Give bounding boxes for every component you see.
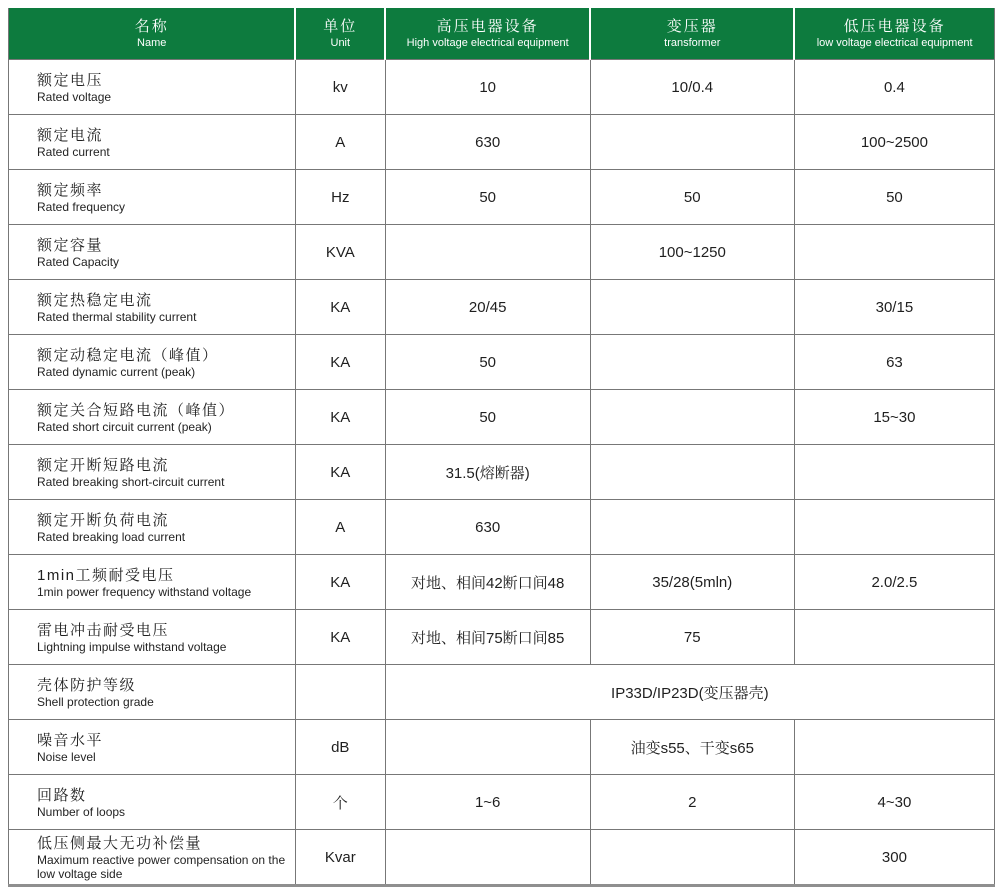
header-tr-en: transformer — [664, 36, 721, 49]
header-name — [9, 8, 296, 60]
table-row-rated-current — [9, 115, 995, 170]
row-name-en: Rated dynamic current (peak) — [37, 364, 196, 379]
row-lv-cell: 15~30 — [794, 390, 994, 445]
row-name-zh: 额定开断短路电流 — [37, 456, 170, 474]
row-name-zh: 回路数 — [37, 786, 87, 804]
row-lv-cell: 100~2500 — [794, 115, 994, 170]
row-name-en: Noise level — [37, 749, 96, 764]
row-hv-cell: 1~6 — [385, 775, 590, 830]
row-lv-cell: 4~30 — [794, 775, 994, 830]
row-unit-cell: kv — [295, 60, 385, 115]
row-name-en: Lightning impulse withstand voltage — [37, 639, 227, 654]
row-name-en: Rated voltage — [37, 89, 112, 104]
row-name-zh: 额定关合短路电流（峰值） — [37, 401, 236, 419]
row-tr-cell: 35/28(5mln) — [590, 555, 794, 610]
row-name-en: Rated short circuit current (peak) — [37, 419, 212, 434]
row-lv-cell — [794, 610, 994, 665]
row-name-cell — [9, 500, 296, 555]
header-tr-zh: 变压器 — [666, 17, 718, 35]
row-name-zh: 额定容量 — [37, 236, 104, 254]
row-lv-cell: 0.4 — [794, 60, 994, 115]
row-hv-cell: 50 — [385, 170, 590, 225]
table-row-dynamic-current-peak — [9, 335, 995, 390]
table-row-rated-frequency — [9, 170, 995, 225]
row-hv-cell: 50 — [385, 390, 590, 445]
row-hv-cell: 20/45 — [385, 280, 590, 335]
row-hv-cell — [385, 225, 590, 280]
row-name-zh: 额定电流 — [37, 126, 104, 144]
header-name-en: Name — [137, 36, 167, 49]
row-tr-cell — [590, 335, 794, 390]
row-name-zh: 额定开断负荷电流 — [37, 511, 170, 529]
header-lv-en: low voltage electrical equipment — [816, 36, 973, 49]
row-hv-cell: 对地、相间42断口间48 — [385, 555, 590, 610]
row-name-en: 1min power frequency withstand voltage — [37, 584, 252, 599]
row-name-zh: 噪音水平 — [37, 731, 104, 749]
row-name-cell — [9, 115, 296, 170]
row-name-cell — [9, 225, 296, 280]
row-name-zh: 额定动稳定电流（峰值） — [37, 346, 219, 364]
header-unit-en: Unit — [330, 36, 351, 49]
row-name-cell — [9, 170, 296, 225]
row-name-cell — [9, 60, 296, 115]
table-row-number-of-loops — [9, 775, 995, 830]
row-unit-cell: 个 — [295, 775, 385, 830]
row-tr-cell: 10/0.4 — [590, 60, 794, 115]
row-hv-cell — [385, 830, 590, 886]
table-row-noise-level — [9, 720, 995, 775]
row-unit-cell: A — [295, 115, 385, 170]
row-tr-cell — [590, 445, 794, 500]
row-name-en: Rated breaking load current — [37, 529, 186, 544]
row-name-en: Maximum reactive power compensation on the low voltage side — [37, 852, 286, 881]
row-tr-cell: 100~1250 — [590, 225, 794, 280]
row-lv-cell: 50 — [794, 170, 994, 225]
header-unit — [295, 8, 385, 60]
row-hv-cell: 50 — [385, 335, 590, 390]
row-name-cell — [9, 280, 296, 335]
row-tr-cell: 75 — [590, 610, 794, 665]
table-row-breaking-load-current — [9, 500, 995, 555]
header-lv-zh: 低压电器设备 — [843, 17, 946, 35]
row-lv-cell — [794, 445, 994, 500]
row-unit-cell: KA — [295, 445, 385, 500]
row-hv-cell: 对地、相间75断口间85 — [385, 610, 590, 665]
table-row-rated-voltage — [9, 60, 995, 115]
row-lv-cell: 2.0/2.5 — [794, 555, 994, 610]
row-name-en: Rated breaking short-circuit current — [37, 474, 225, 489]
row-name-zh: 额定热稳定电流 — [37, 291, 153, 309]
row-name-en: Rated frequency — [37, 199, 126, 214]
row-lv-cell: 30/15 — [794, 280, 994, 335]
row-name-zh: 雷电冲击耐受电压 — [37, 621, 170, 639]
row-tr-cell — [590, 390, 794, 445]
row-unit-cell: KA — [295, 335, 385, 390]
header-hv-en: High voltage electrical equipment — [406, 36, 569, 49]
row-unit-cell — [295, 665, 385, 720]
row-unit-cell: KVA — [295, 225, 385, 280]
row-lv-cell: 300 — [794, 830, 994, 886]
row-tr-cell — [590, 115, 794, 170]
row-unit-cell: KA — [295, 610, 385, 665]
row-name-cell — [9, 335, 296, 390]
table-row-rated-capacity — [9, 225, 995, 280]
header-high-voltage — [385, 8, 590, 60]
table-row-breaking-short-circuit-current — [9, 445, 995, 500]
row-unit-cell: Hz — [295, 170, 385, 225]
row-tr-cell — [590, 830, 794, 886]
row-hv-cell: 630 — [385, 500, 590, 555]
row-hv-cell — [385, 720, 590, 775]
row-name-cell — [9, 830, 296, 886]
row-hv-cell: 31.5(熔断器) — [385, 445, 590, 500]
table-row-max-reactive-power-compensation — [9, 830, 995, 886]
header-name-zh: 名称 — [134, 17, 169, 35]
row-merged-value-cell: IP33D/IP23D(变压器壳) — [385, 665, 994, 720]
table-row-thermal-stability-current — [9, 280, 995, 335]
row-name-cell — [9, 720, 296, 775]
row-tr-cell — [590, 500, 794, 555]
table-body — [9, 60, 995, 886]
row-hv-cell: 10 — [385, 60, 590, 115]
row-unit-cell: KA — [295, 390, 385, 445]
row-name-en: Rated thermal stability current — [37, 309, 197, 324]
row-unit-cell: KA — [295, 555, 385, 610]
header-transformer — [590, 8, 794, 60]
row-name-zh: 额定电压 — [37, 71, 104, 89]
row-tr-cell — [590, 280, 794, 335]
row-name-en: Shell protection grade — [37, 694, 154, 709]
row-unit-cell: A — [295, 500, 385, 555]
row-name-zh: 低压侧最大无功补偿量 — [37, 834, 203, 852]
row-name-en: Number of loops — [37, 804, 126, 819]
row-name-cell — [9, 555, 296, 610]
header-unit-zh: 单位 — [323, 17, 358, 35]
table-row-short-circuit-current-peak — [9, 390, 995, 445]
table-row-shell-protection-grade — [9, 665, 995, 720]
row-lv-cell — [794, 500, 994, 555]
row-tr-cell: 2 — [590, 775, 794, 830]
row-tr-cell: 50 — [590, 170, 794, 225]
header-row — [9, 8, 995, 60]
row-name-cell — [9, 775, 296, 830]
row-name-zh: 额定频率 — [37, 181, 104, 199]
row-unit-cell: dB — [295, 720, 385, 775]
row-name-cell — [9, 445, 296, 500]
row-name-zh: 壳体防护等级 — [37, 676, 137, 694]
header-low-voltage — [794, 8, 994, 60]
row-lv-cell: 63 — [794, 335, 994, 390]
row-name-zh: 1min工频耐受电压 — [37, 566, 175, 584]
row-name-en: Rated Capacity — [37, 254, 120, 269]
row-hv-cell: 630 — [385, 115, 590, 170]
table-row-power-frequency-withstand-voltage — [9, 555, 995, 610]
row-unit-cell: KA — [295, 280, 385, 335]
row-tr-cell: 油变s55、干变s65 — [590, 720, 794, 775]
table-row-lightning-impulse-withstand-voltage — [9, 610, 995, 665]
row-name-cell — [9, 665, 296, 720]
row-unit-cell: Kvar — [295, 830, 385, 886]
row-name-cell — [9, 610, 296, 665]
row-name-cell — [9, 390, 296, 445]
spec-table — [8, 8, 995, 887]
row-lv-cell — [794, 225, 994, 280]
table-header — [9, 8, 995, 60]
header-hv-zh: 高压电器设备 — [436, 17, 539, 35]
row-name-en: Rated current — [37, 144, 110, 159]
row-lv-cell — [794, 720, 994, 775]
